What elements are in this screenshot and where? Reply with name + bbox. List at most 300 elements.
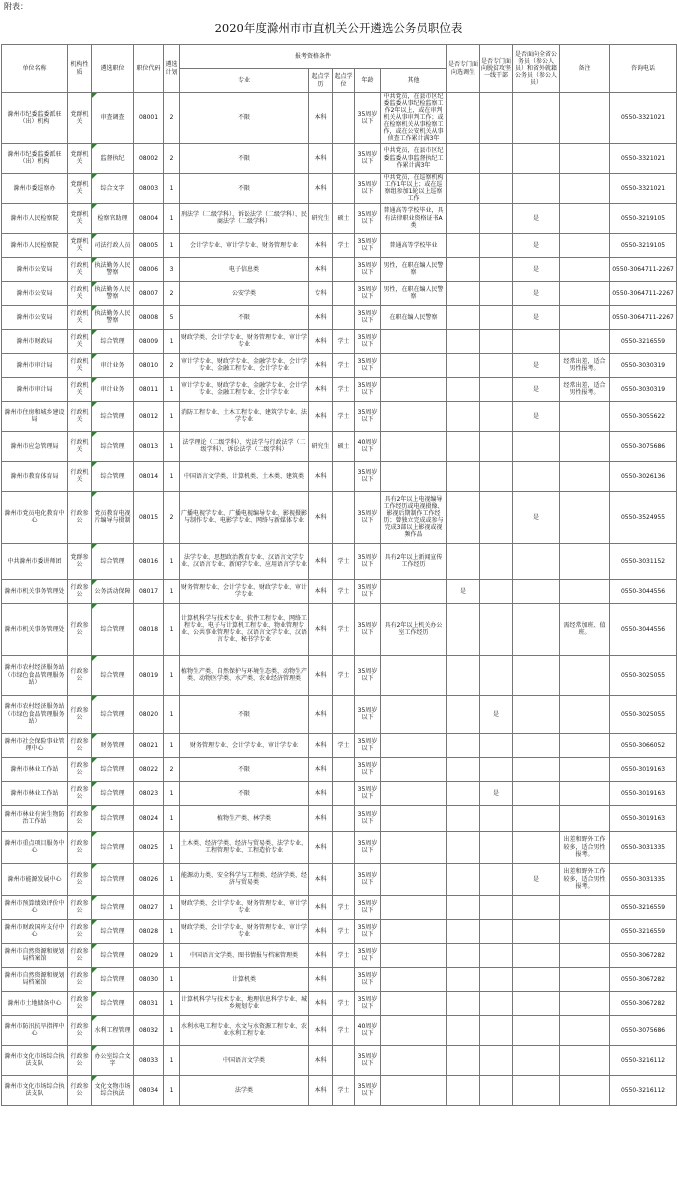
cell-other: 中共党员，在巡察机构工作1年以上；或在巡察组参加1轮以上巡察工作 [381, 173, 447, 203]
cell-poverty [480, 281, 513, 305]
cell-unit: 滁州市财政局 [2, 329, 68, 353]
cell-code: 08019 [134, 655, 164, 695]
page-title: 2020年度滁州市市直机关公开遴选公务员职位表 [214, 21, 463, 35]
cell-major: 计算机科学与技术专业、软件工程专业、网络工程专业、电子与计算机工程专业、物业管理专业、公共事业管理专业、汉语言文学专业、汉语言专业、秘书学专业 [180, 603, 309, 655]
cell-code: 08021 [134, 733, 164, 757]
cell-other [381, 805, 447, 831]
cell-civil [513, 919, 560, 943]
cell-degree [333, 863, 355, 895]
cell-age: 35周岁以下 [355, 579, 381, 603]
cell-plan: 2 [164, 353, 180, 377]
cell-unit-nature: 行政机关 [68, 431, 92, 461]
cell-unit-nature: 行政机关 [68, 329, 92, 353]
cell-education: 本科 [309, 173, 333, 203]
cell-remark [560, 233, 610, 257]
comment-marker-icon [92, 604, 97, 609]
cell-plan: 1 [164, 943, 180, 967]
table-row [2, 305, 677, 329]
cell-other [381, 919, 447, 943]
cell-civil [513, 943, 560, 967]
cell-civil: 是 [513, 203, 560, 233]
cell-unit-nature: 行政参公 [68, 655, 92, 695]
cell-phone: 0550-3025055 [610, 655, 677, 695]
cell-poverty [480, 831, 513, 863]
cell-civil: 是 [513, 863, 560, 895]
cell-phone: 0550-3524955 [610, 491, 677, 543]
header-code: 职位代码 [134, 45, 164, 93]
cell-poverty [480, 203, 513, 233]
header-civil: 是否面向全省公务员（参公人员）和省外就籍公务员（参公人员） [513, 45, 560, 93]
cell-graduate [447, 781, 480, 805]
cell-poverty [480, 919, 513, 943]
cell-age: 35周岁以下 [355, 491, 381, 543]
table-row [2, 805, 677, 831]
header-other: 其他 [381, 69, 447, 93]
cell-phone: 0550-3044556 [610, 579, 677, 603]
cell-unit-nature: 党群机关 [68, 233, 92, 257]
cell-degree [333, 967, 355, 991]
cell-plan: 1 [164, 603, 180, 655]
cell-unit-nature: 行政参公 [68, 863, 92, 895]
header-degree: 起点学位 [333, 69, 355, 93]
cell-unit-nature: 行政参公 [68, 895, 92, 919]
cell-major: 不限 [180, 757, 309, 781]
cell-age: 35周岁以下 [355, 353, 381, 377]
cell-plan: 1 [164, 461, 180, 491]
cell-unit: 滁州市文化市场综合执法支队 [2, 1075, 68, 1105]
cell-unit-nature: 行政机关 [68, 377, 92, 401]
cell-education: 本科 [309, 93, 333, 144]
cell-graduate [447, 991, 480, 1015]
cell-remark [560, 967, 610, 991]
cell-unit: 滁州市自然资源和规划局档案馆 [2, 967, 68, 991]
cell-age: 35周岁以下 [355, 203, 381, 233]
cell-code: 08030 [134, 967, 164, 991]
cell-unit-nature: 行政机关 [68, 305, 92, 329]
cell-position: 综合管理 [92, 603, 134, 655]
cell-code: 08017 [134, 579, 164, 603]
cell-unit: 滁州市纪委监委派驻（出）机构 [2, 93, 68, 144]
cell-plan: 1 [164, 377, 180, 401]
cell-major: 会计学专业、审计学专业、财务管理专业 [180, 233, 309, 257]
cell-major: 财务管理专业、会计学专业、审计学专业 [180, 733, 309, 757]
cell-remark [560, 991, 610, 1015]
cell-degree: 硕士 [333, 203, 355, 233]
cell-degree: 学士 [333, 1075, 355, 1105]
cell-remark: 经常出差，适合男性报考。 [560, 353, 610, 377]
table-row [2, 895, 677, 919]
cell-unit-nature: 党群参公 [68, 543, 92, 579]
cell-plan: 1 [164, 329, 180, 353]
cell-graduate [447, 757, 480, 781]
cell-unit-nature: 行政参公 [68, 831, 92, 863]
cell-age: 35周岁以下 [355, 695, 381, 733]
header-major: 专业 [180, 69, 309, 93]
cell-education: 本科 [309, 377, 333, 401]
cell-graduate [447, 353, 480, 377]
table-row [2, 579, 677, 603]
cell-graduate [447, 943, 480, 967]
cell-position: 财务管理 [92, 733, 134, 757]
header-phone: 咨询电话 [610, 45, 677, 93]
cell-plan: 2 [164, 491, 180, 543]
cell-civil: 是 [513, 491, 560, 543]
cell-poverty: 是 [480, 695, 513, 733]
cell-graduate [447, 895, 480, 919]
cell-civil: 是 [513, 257, 560, 281]
cell-age: 35周岁以下 [355, 1075, 381, 1105]
cell-civil: 是 [513, 353, 560, 377]
cell-age: 35周岁以下 [355, 1045, 381, 1075]
cell-code: 08016 [134, 543, 164, 579]
cell-code: 08009 [134, 329, 164, 353]
cell-unit: 滁州市公安局 [2, 281, 68, 305]
cell-position: 综合管理 [92, 329, 134, 353]
cell-poverty [480, 733, 513, 757]
cell-poverty [480, 491, 513, 543]
cell-civil [513, 173, 560, 203]
cell-unit-nature: 行政参公 [68, 757, 92, 781]
cell-major: 财政学类、会计学专业、财务管理专业、审计学专业 [180, 329, 309, 353]
cell-plan: 1 [164, 733, 180, 757]
table-row [2, 401, 677, 431]
cell-age: 35周岁以下 [355, 461, 381, 491]
cell-phone: 0550-3321021 [610, 93, 677, 144]
cell-major: 水利水电工程专业、水文与水资源工程专业、农业水利工程专业 [180, 1015, 309, 1045]
cell-remark [560, 401, 610, 431]
cell-position: 综合管理 [92, 461, 134, 491]
cell-unit: 滁州市人民检察院 [2, 203, 68, 233]
cell-age: 35周岁以下 [355, 991, 381, 1015]
cell-civil [513, 781, 560, 805]
cell-graduate [447, 967, 480, 991]
table-row [2, 143, 677, 173]
cell-phone: 0550-3030319 [610, 353, 677, 377]
cell-civil [513, 695, 560, 733]
cell-remark: 出差和野外工作较多，适合男性报考。 [560, 863, 610, 895]
cell-civil: 是 [513, 233, 560, 257]
cell-remark [560, 281, 610, 305]
table-row [2, 1045, 677, 1075]
cell-unit: 滁州市林业有害生物防治工作站 [2, 805, 68, 831]
comment-marker-icon [92, 656, 97, 661]
cell-phone: 0550-3025055 [610, 695, 677, 733]
cell-civil [513, 733, 560, 757]
cell-education: 本科 [309, 543, 333, 579]
cell-code: 08011 [134, 377, 164, 401]
cell-education: 本科 [309, 943, 333, 967]
cell-phone: 0550-3019163 [610, 757, 677, 781]
comment-marker-icon [92, 944, 97, 949]
table-row [2, 781, 677, 805]
cell-position: 综合管理 [92, 863, 134, 895]
comment-marker-icon [92, 354, 97, 359]
cell-graduate [447, 1045, 480, 1075]
cell-phone: 0550-3066052 [610, 733, 677, 757]
cell-unit-nature: 行政机关 [68, 461, 92, 491]
cell-degree [333, 695, 355, 733]
cell-plan: 2 [164, 143, 180, 173]
cell-position: 综合文字 [92, 173, 134, 203]
cell-other [381, 579, 447, 603]
cell-major: 植物生产类、自然保护与环境生态类、动物生产类、动物医学类、水产类、农业经济管理类 [180, 655, 309, 695]
table-row [2, 173, 677, 203]
header-position: 遴选职位 [92, 45, 134, 93]
comment-marker-icon [92, 93, 97, 98]
cell-major: 植物生产类、林学类 [180, 805, 309, 831]
cell-major: 土木类、经济学类、经济与贸易类、法学专业、工程管理专业、工程造价专业 [180, 831, 309, 863]
cell-major: 消防工程专业、土木工程专业、建筑学专业、法学专业 [180, 401, 309, 431]
cell-unit-nature: 行政机关 [68, 257, 92, 281]
cell-education: 本科 [309, 579, 333, 603]
cell-graduate [447, 461, 480, 491]
comment-marker-icon [92, 896, 97, 901]
cell-poverty [480, 655, 513, 695]
cell-remark [560, 431, 610, 461]
cell-unit: 滁州市文化市场综合执法支队 [2, 1045, 68, 1075]
cell-remark [560, 491, 610, 543]
comment-marker-icon [92, 734, 97, 739]
cell-position: 综合管理 [92, 781, 134, 805]
cell-poverty [480, 353, 513, 377]
cell-unit: 滁州市防汛抗旱指挥中心 [2, 1015, 68, 1045]
comment-marker-icon [92, 306, 97, 311]
cell-phone: 0550-3075686 [610, 431, 677, 461]
cell-other: 普通高等学校毕业，具有法律职业资格证书A类 [381, 203, 447, 233]
cell-unit-nature: 党群机关 [68, 203, 92, 233]
cell-phone: 0550-3031335 [610, 831, 677, 863]
table-row [2, 461, 677, 491]
cell-position: 综合管理 [92, 757, 134, 781]
cell-phone: 0550-3031152 [610, 543, 677, 579]
cell-graduate [447, 543, 480, 579]
cell-other [381, 757, 447, 781]
cell-phone: 0550-3019163 [610, 805, 677, 831]
cell-phone: 0550-3216559 [610, 329, 677, 353]
cell-age: 35周岁以下 [355, 401, 381, 431]
cell-graduate [447, 655, 480, 695]
cell-remark [560, 1075, 610, 1105]
comment-marker-icon [92, 258, 97, 263]
cell-poverty: 是 [480, 781, 513, 805]
cell-phone: 0550-3044556 [610, 603, 677, 655]
cell-plan: 1 [164, 919, 180, 943]
cell-graduate: 是 [447, 579, 480, 603]
cell-age: 35周岁以下 [355, 543, 381, 579]
cell-civil [513, 431, 560, 461]
comment-marker-icon [92, 144, 97, 149]
cell-civil [513, 579, 560, 603]
cell-other [381, 353, 447, 377]
cell-poverty [480, 329, 513, 353]
cell-plan: 1 [164, 991, 180, 1015]
cell-age: 40周岁以下 [355, 1015, 381, 1045]
cell-plan: 1 [164, 895, 180, 919]
cell-unit-nature: 行政参公 [68, 579, 92, 603]
cell-unit: 滁州市应急管理局 [2, 431, 68, 461]
cell-civil [513, 1075, 560, 1105]
table-row [2, 757, 677, 781]
comment-marker-icon [92, 920, 97, 925]
cell-unit: 滁州市党员电化教育中心 [2, 491, 68, 543]
cell-remark [560, 655, 610, 695]
cell-graduate [447, 603, 480, 655]
cell-unit-nature: 行政机关 [68, 401, 92, 431]
cell-unit-nature: 行政参公 [68, 695, 92, 733]
cell-position: 监督执纪 [92, 143, 134, 173]
cell-code: 08007 [134, 281, 164, 305]
cell-remark [560, 695, 610, 733]
comment-marker-icon [92, 330, 97, 335]
cell-graduate [447, 805, 480, 831]
cell-code: 08022 [134, 757, 164, 781]
cell-plan: 1 [164, 863, 180, 895]
cell-position: 综合管理 [92, 695, 134, 733]
cell-code: 08004 [134, 203, 164, 233]
cell-plan: 1 [164, 173, 180, 203]
cell-position: 综合管理 [92, 943, 134, 967]
cell-position: 审计业务 [92, 377, 134, 401]
cell-position: 办公室综合文字 [92, 1045, 134, 1075]
table-row [2, 203, 677, 233]
cell-major: 计算机类 [180, 967, 309, 991]
cell-remark [560, 919, 610, 943]
cell-unit-nature: 行政参公 [68, 1045, 92, 1075]
cell-other: 具有2年以上机关办公室工作经历 [381, 603, 447, 655]
cell-education: 研究生 [309, 203, 333, 233]
cell-education: 本科 [309, 967, 333, 991]
cell-education: 本科 [309, 831, 333, 863]
cell-poverty [480, 991, 513, 1015]
cell-age: 35周岁以下 [355, 281, 381, 305]
table-row [2, 93, 677, 144]
cell-poverty [480, 233, 513, 257]
cell-degree [333, 757, 355, 781]
cell-unit-nature: 行政参公 [68, 781, 92, 805]
cell-age: 35周岁以下 [355, 329, 381, 353]
cell-other [381, 863, 447, 895]
cell-degree: 学士 [333, 943, 355, 967]
table-body [2, 93, 677, 1106]
cell-code: 08018 [134, 603, 164, 655]
cell-unit: 滁州市土地储备中心 [2, 991, 68, 1015]
cell-degree: 学士 [333, 603, 355, 655]
cell-poverty [480, 173, 513, 203]
cell-code: 08006 [134, 257, 164, 281]
cell-civil: 是 [513, 305, 560, 329]
header-education: 起点学历 [309, 69, 333, 93]
cell-education: 本科 [309, 1015, 333, 1045]
cell-education: 本科 [309, 233, 333, 257]
cell-age: 35周岁以下 [355, 831, 381, 863]
cell-code: 08033 [134, 1045, 164, 1075]
cell-unit: 滁州市农村经济服务站（市绿色食品管理服务站） [2, 695, 68, 733]
cell-age: 35周岁以下 [355, 143, 381, 173]
cell-graduate [447, 401, 480, 431]
cell-degree: 学士 [333, 1015, 355, 1045]
cell-other [381, 991, 447, 1015]
cell-phone: 0550-3026136 [610, 461, 677, 491]
cell-remark [560, 733, 610, 757]
cell-other [381, 401, 447, 431]
cell-position: 执法勤务人民警察 [92, 305, 134, 329]
cell-graduate [447, 257, 480, 281]
cell-other [381, 733, 447, 757]
cell-remark [560, 895, 610, 919]
cell-degree [333, 173, 355, 203]
cell-phone: 0550-3064711-2267 [610, 257, 677, 281]
comment-marker-icon [92, 992, 97, 997]
cell-education: 本科 [309, 781, 333, 805]
cell-remark [560, 757, 610, 781]
cell-remark [560, 93, 610, 144]
cell-civil [513, 805, 560, 831]
cell-other: 中共党员，在县市区纪委监委从事纪检监察工作2年以上，或在审判机关从事审判工作；或在检察机关从事检察工作，或在公安机关从事侦查工作累计满3年 [381, 93, 447, 144]
cell-phone: 0550-3216559 [610, 919, 677, 943]
cell-major: 财政学类、会计学专业、财务管理专业、审计学专业 [180, 895, 309, 919]
cell-remark [560, 305, 610, 329]
cell-graduate [447, 233, 480, 257]
cell-plan: 1 [164, 805, 180, 831]
cell-unit: 滁州市能源发展中心 [2, 863, 68, 895]
cell-degree: 学士 [333, 543, 355, 579]
cell-education: 本科 [309, 991, 333, 1015]
comment-marker-icon [92, 1016, 97, 1021]
comment-marker-icon [92, 378, 97, 383]
cell-unit-nature: 行政机关 [68, 281, 92, 305]
cell-age: 35周岁以下 [355, 943, 381, 967]
cell-plan: 1 [164, 579, 180, 603]
cell-unit: 滁州市自然资源和规划局档案馆 [2, 943, 68, 967]
table-row [2, 603, 677, 655]
cell-graduate [447, 329, 480, 353]
cell-age: 35周岁以下 [355, 781, 381, 805]
cell-plan: 1 [164, 1075, 180, 1105]
cell-plan: 1 [164, 831, 180, 863]
cell-position: 综合管理 [92, 967, 134, 991]
cell-position: 公务活动保障 [92, 579, 134, 603]
cell-code: 08025 [134, 831, 164, 863]
cell-civil [513, 543, 560, 579]
table-row [2, 863, 677, 895]
comment-marker-icon [92, 492, 97, 497]
cell-major: 能源动力类、安全科学与工程类、经济学类、经济与贸易类 [180, 863, 309, 895]
cell-age: 35周岁以下 [355, 863, 381, 895]
cell-major: 公安学类 [180, 281, 309, 305]
cell-other: 中共党员，在县市区纪委监委从事监督执纪工作累计满3年 [381, 143, 447, 173]
cell-major: 审计学专业、财政学专业、金融学专业、会计学专业、金融工程专业、会计学专业 [180, 353, 309, 377]
cell-code: 08001 [134, 93, 164, 144]
cell-other [381, 461, 447, 491]
cell-remark: 需经常加班、值班。 [560, 603, 610, 655]
cell-position: 综合管理 [92, 895, 134, 919]
cell-degree: 学士 [333, 401, 355, 431]
header-unit: 单位名称 [2, 45, 68, 93]
cell-degree [333, 805, 355, 831]
comment-marker-icon [92, 968, 97, 973]
cell-civil [513, 461, 560, 491]
cell-graduate [447, 1015, 480, 1045]
cell-poverty [480, 257, 513, 281]
cell-civil [513, 757, 560, 781]
cell-degree [333, 781, 355, 805]
table-row [2, 967, 677, 991]
cell-other: 男性，在职在编人民警察 [381, 257, 447, 281]
cell-poverty [480, 1015, 513, 1045]
cell-civil [513, 655, 560, 695]
cell-poverty [480, 863, 513, 895]
cell-unit: 滁州市纪委监委派驻（出）机构 [2, 143, 68, 173]
